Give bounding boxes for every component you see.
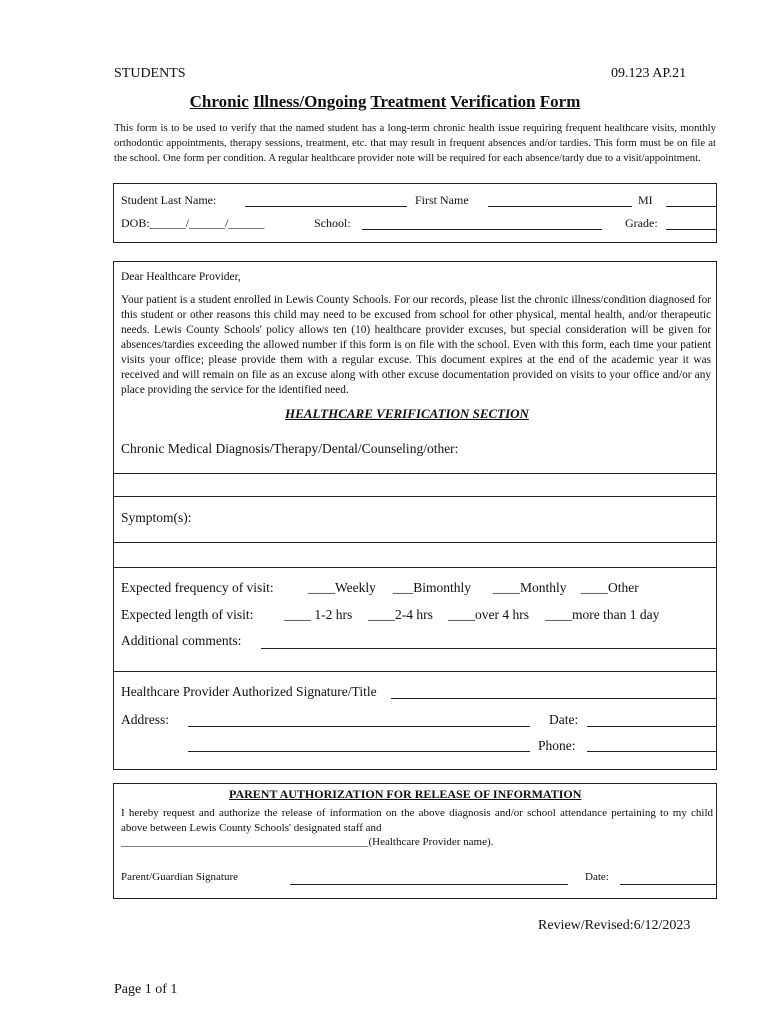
- divider: [114, 671, 716, 672]
- phone-label: Phone:: [538, 738, 576, 753]
- frequency-weekly-option[interactable]: ____Weekly: [308, 580, 376, 595]
- frequency-other-option[interactable]: ____Other: [581, 580, 639, 595]
- date-label: Date:: [549, 712, 579, 727]
- provider-signature-label: Healthcare Provider Authorized Signature/Title: [121, 684, 377, 699]
- divider: [114, 567, 716, 568]
- provider-signature-field[interactable]: [391, 698, 716, 699]
- mi-label: MI: [638, 193, 653, 207]
- frequency-label: Expected frequency of visit:: [121, 580, 274, 595]
- last-name-label: Student Last Name:: [121, 193, 217, 207]
- length-over-4hrs-option[interactable]: ____over 4 hrs: [448, 607, 529, 622]
- length-label: Expected length of visit:: [121, 607, 254, 622]
- letter-body: Your patient is a student enrolled in Lewis County Schools. For our records, please list the chronic illness/condition diagnosed for this student or other reasons this child may need to be excused from school for other physical, mental health, and/or therapeutic needs. Lewis County Schools' policy allows ten (10) healthcare provider excuses, but special consideration will be given for absences/tardies exceeding the allowed number if this form is on file with the school. Even with this form, each time your patient visits your office; please provide them with a regular excuse. This document expires at the end of the academic year it was received and will remain on file as an excuse along with other excuse documentation provided on visits to your office and/or any place providing the service for the identified need.: [121, 294, 711, 396]
- title-word: Form: [539, 92, 581, 111]
- verification-section-title: HEALTHCARE VERIFICATION SECTION: [285, 406, 529, 421]
- first-name-field[interactable]: [488, 206, 632, 207]
- grade-label: Grade:: [625, 216, 658, 230]
- section-header: STUDENTS: [114, 66, 186, 81]
- school-field[interactable]: [362, 229, 602, 230]
- page-number: Page 1 of 1: [114, 982, 178, 997]
- policy-number: 09.123 AP.21: [611, 66, 687, 81]
- school-label: School:: [314, 216, 351, 230]
- date-field[interactable]: [587, 726, 716, 727]
- parent-section-title: PARENT AUTHORIZATION FOR RELEASE OF INFORMATION: [229, 787, 582, 801]
- first-name-label: First Name: [415, 193, 469, 207]
- phone-field[interactable]: [587, 751, 716, 752]
- parent-authorization-text: I hereby request and authorize the release of information on the above diagnosis and/or school attendance pertaining to my child above between Lewis County Schools' designated staff and: [121, 807, 713, 834]
- length-1-2hrs-option[interactable]: ____ 1-2 hrs: [284, 607, 353, 622]
- letter-greeting: Dear Healthcare Provider,: [121, 271, 241, 283]
- intro-text: This form is to be used to verify that the named student has a long-term chronic health issue requiring frequent healthcare visits, monthly orthodontic appointments, therapy sessions, treatment, etc. that may result in frequent absences and/or tardies. This form must be on file at the school. One form per condition. A regular healthcare provider note will be required for each absence/tardy due to a visit/appointment.: [114, 122, 716, 164]
- divider: [114, 542, 716, 543]
- form-title: [0, 92, 770, 112]
- frequency-bimonthly-option[interactable]: ___Bimonthly: [393, 580, 472, 595]
- divider: [114, 473, 716, 474]
- last-name-field[interactable]: [245, 206, 407, 207]
- dob-field[interactable]: DOB:______/______/______: [121, 216, 265, 230]
- symptoms-label: Symptom(s):: [121, 510, 192, 525]
- parent-signature-label: Parent/Guardian Signature: [121, 871, 238, 883]
- comments-field[interactable]: [261, 648, 716, 649]
- divider: [114, 496, 716, 497]
- length-more-than-day-option[interactable]: ____more than 1 day: [545, 607, 660, 622]
- student-info-box: [113, 183, 717, 243]
- address-field-line2[interactable]: [188, 751, 530, 752]
- parent-date-field[interactable]: [620, 884, 716, 885]
- title-word: Verification: [450, 92, 536, 111]
- length-2-4hrs-option[interactable]: ____2-4 hrs: [368, 607, 433, 622]
- frequency-monthly-option[interactable]: ____Monthly: [493, 580, 567, 595]
- revision-date: Review/Revised:6/12/2023: [538, 918, 691, 933]
- address-field[interactable]: [188, 726, 530, 727]
- diagnosis-label: Chronic Medical Diagnosis/Therapy/Dental/Counseling/other:: [121, 441, 459, 456]
- provider-name-field[interactable]: _____________________________________________(Healthcare Provider name).: [121, 836, 494, 848]
- title-word: Chronic: [189, 92, 249, 111]
- parent-signature-field[interactable]: [290, 884, 568, 885]
- mi-field[interactable]: [666, 206, 716, 207]
- title-word: Treatment: [370, 92, 447, 111]
- comments-label: Additional comments:: [121, 633, 242, 648]
- grade-field[interactable]: [666, 229, 716, 230]
- title-word: Illness/Ongoing: [253, 92, 367, 111]
- parent-date-label: Date:: [585, 871, 609, 883]
- address-label: Address:: [121, 712, 169, 727]
